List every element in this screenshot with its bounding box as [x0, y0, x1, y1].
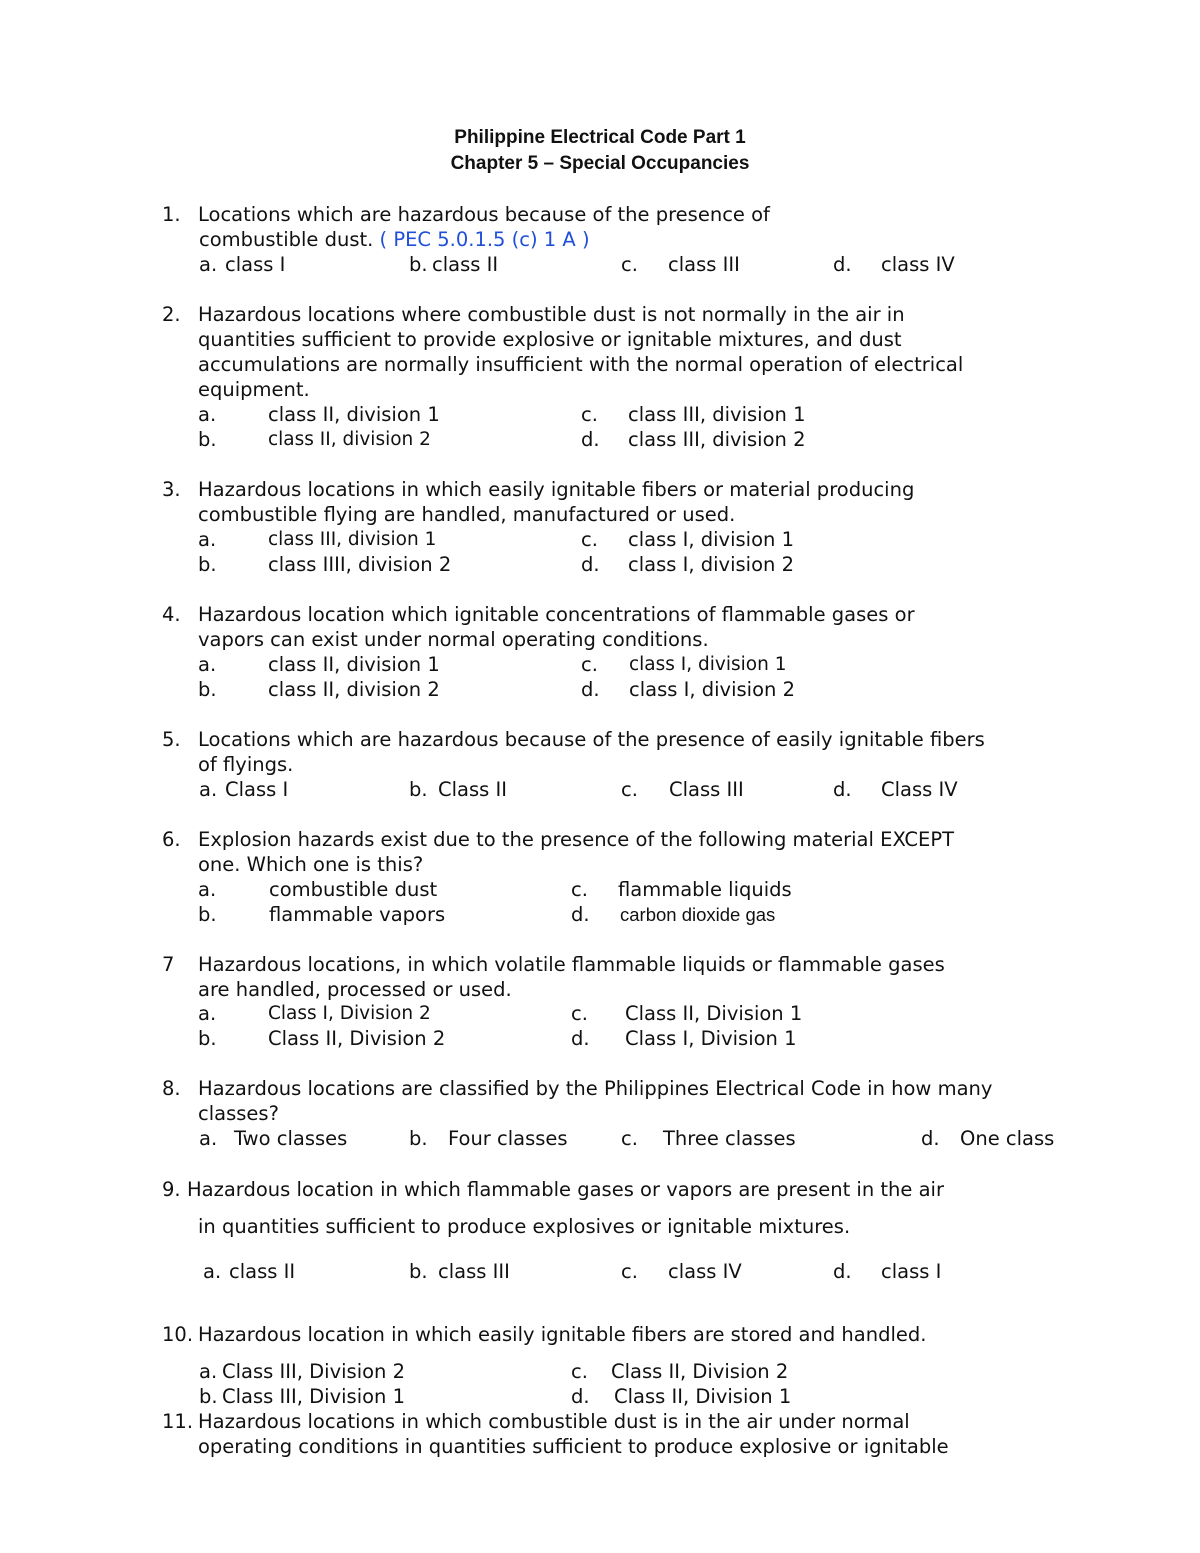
option-letter: c.: [581, 653, 598, 676]
question-number: 11.: [162, 1410, 194, 1433]
option-letter: b.: [198, 553, 217, 576]
question-text: combustible dust. ( PEC 5.0.1.5 (c) 1 A ): [199, 228, 590, 251]
option-text: class II: [432, 253, 499, 276]
option-text: combustible dust: [269, 878, 438, 901]
option-letter: a.: [198, 878, 217, 901]
option-letter: a.: [198, 1002, 217, 1025]
option-letter: d.: [833, 778, 852, 801]
question-text: one. Which one is this?: [198, 853, 424, 876]
option-letter: a.: [199, 1360, 218, 1383]
option-text: class III, division 2: [628, 428, 806, 451]
option-text: class II, division 2: [268, 429, 431, 450]
question-number: 5.: [162, 728, 181, 751]
option-text: class II, division 1: [268, 653, 440, 676]
option-text: class I, division 1: [629, 654, 787, 675]
question-number: 9.: [162, 1178, 181, 1201]
question-text: equipment.: [198, 378, 310, 401]
option-text: Class II, Division 1: [625, 1002, 803, 1025]
question-text: Hazardous locations where combustible dust is not normally in the air in: [198, 303, 905, 326]
option-letter: a.: [198, 528, 217, 551]
question-text: Hazardous locations are classified by the Philippines Electrical Code in how many: [198, 1077, 993, 1100]
question-text: accumulations are normally insufficient with the normal operation of electrical: [198, 353, 964, 376]
question-text: quantities sufficient to provide explosive or ignitable mixtures, and dust: [198, 328, 902, 351]
option-text: flammable vapors: [269, 903, 446, 926]
option-text: Class II, Division 2: [611, 1360, 789, 1383]
reference-link[interactable]: ( PEC 5.0.1.5 (c) 1 A ): [379, 228, 590, 251]
question-text: Locations which are hazardous because of the presence of: [198, 203, 770, 226]
option-letter: a.: [199, 253, 218, 276]
question-text: in quantities sufficient to produce explosives or ignitable mixtures.: [198, 1215, 851, 1238]
option-letter: c.: [581, 528, 598, 551]
option-text: Class II: [438, 778, 508, 801]
option-text: Class I, Division 1: [625, 1027, 797, 1050]
option-text: class II, division 2: [268, 678, 440, 701]
option-letter: b.: [199, 1385, 218, 1408]
option-text: class I, division 2: [629, 678, 795, 701]
option-text: class I: [881, 1260, 942, 1283]
option-text: Four classes: [448, 1127, 568, 1150]
question-number: 2.: [162, 303, 181, 326]
option-letter: c.: [621, 253, 638, 276]
option-text: class III: [438, 1260, 510, 1283]
option-letter: b.: [198, 678, 217, 701]
option-letter: d.: [581, 678, 600, 701]
option-letter: d.: [833, 1260, 852, 1283]
option-text: Class I, Division 2: [268, 1003, 431, 1024]
option-text: class II: [229, 1260, 296, 1283]
option-letter: b.: [409, 1127, 428, 1150]
option-letter: d.: [833, 253, 852, 276]
option-letter: d.: [921, 1127, 940, 1150]
option-text: class IIII, division 2: [268, 553, 452, 576]
option-letter: d.: [571, 1385, 590, 1408]
question-number: 8.: [162, 1077, 181, 1100]
option-letter: b.: [409, 1260, 428, 1283]
question-text: Hazardous locations, in which volatile flammable liquids or flammable gases: [198, 953, 945, 976]
option-letter: c.: [621, 1127, 638, 1150]
question-text: Hazardous location which ignitable concentrations of flammable gases or: [198, 603, 915, 626]
question-text: Locations which are hazardous because of the presence of easily ignitable fibers: [198, 728, 985, 751]
question-text: Hazardous locations in which easily ignitable fibers or material producing: [198, 478, 915, 501]
question-number: 1.: [162, 203, 181, 226]
option-text: class III: [668, 253, 740, 276]
option-text: Class III, Division 2: [222, 1360, 406, 1383]
option-letter: a.: [199, 1127, 218, 1150]
option-letter: a.: [198, 653, 217, 676]
option-text: class II, division 1: [268, 403, 440, 426]
option-letter: b.: [409, 253, 428, 276]
option-letter: d.: [581, 428, 600, 451]
question-number: 3.: [162, 478, 181, 501]
option-letter: d.: [581, 553, 600, 576]
question-text: Explosion hazards exist due to the presence of the following material EXCEPT: [198, 828, 954, 851]
question-text: combustible flying are handled, manufactured or used.: [198, 503, 736, 526]
option-letter: d.: [571, 903, 590, 926]
option-text: class IV: [668, 1260, 742, 1283]
option-text: Three classes: [663, 1127, 796, 1150]
option-text: Class II, Division 1: [614, 1385, 792, 1408]
question-text: of flyings.: [198, 753, 294, 776]
question-number: 6.: [162, 828, 181, 851]
option-letter: a.: [203, 1260, 222, 1283]
option-letter: c.: [571, 878, 588, 901]
option-text: One class: [960, 1127, 1055, 1150]
question-number: 4.: [162, 603, 181, 626]
page-subtitle: Chapter 5 – Special Occupancies: [450, 153, 750, 174]
option-letter: c.: [571, 1360, 588, 1383]
option-text: Class III, Division 1: [222, 1385, 406, 1408]
option-text: carbon dioxide gas: [620, 904, 776, 925]
option-letter: b.: [198, 1027, 217, 1050]
option-text: Class III: [669, 778, 744, 801]
option-letter: b.: [409, 778, 428, 801]
option-text: class I: [225, 253, 286, 276]
question-text: Hazardous location in which easily ignitable fibers are stored and handled.: [198, 1323, 927, 1346]
question-text: operating conditions in quantities sufficient to produce explosive or ignitable: [198, 1435, 949, 1458]
option-text: Two classes: [234, 1127, 348, 1150]
option-text: Class IV: [881, 778, 958, 801]
question-text: Hazardous location in which flammable gases or vapors are present in the air: [187, 1178, 944, 1201]
option-text: Class I: [225, 778, 289, 801]
option-letter: c.: [571, 1002, 588, 1025]
question-text: vapors can exist under normal operating conditions.: [198, 628, 709, 651]
question-text: are handled, processed or used.: [198, 978, 512, 1001]
question-text: classes?: [198, 1102, 279, 1125]
option-letter: c.: [621, 1260, 638, 1283]
question-number: 10.: [162, 1323, 194, 1346]
option-letter: c.: [621, 778, 638, 801]
option-text: class I, division 1: [628, 528, 794, 551]
option-letter: c.: [581, 403, 598, 426]
option-letter: b.: [198, 428, 217, 451]
page-title: Philippine Electrical Code Part 1: [454, 127, 746, 148]
option-text: class I, division 2: [628, 553, 794, 576]
option-letter: d.: [571, 1027, 590, 1050]
option-text: flammable liquids: [618, 878, 792, 901]
option-text: Class II, Division 2: [268, 1027, 446, 1050]
option-letter: b.: [198, 903, 217, 926]
question-text: Hazardous locations in which combustible dust is in the air under normal: [198, 1410, 910, 1433]
question-number: 7: [162, 953, 175, 976]
option-text: class III, division 1: [628, 403, 806, 426]
option-letter: a.: [198, 403, 217, 426]
option-text: class III, division 1: [268, 529, 437, 550]
option-text: class IV: [881, 253, 955, 276]
option-letter: a.: [199, 778, 218, 801]
